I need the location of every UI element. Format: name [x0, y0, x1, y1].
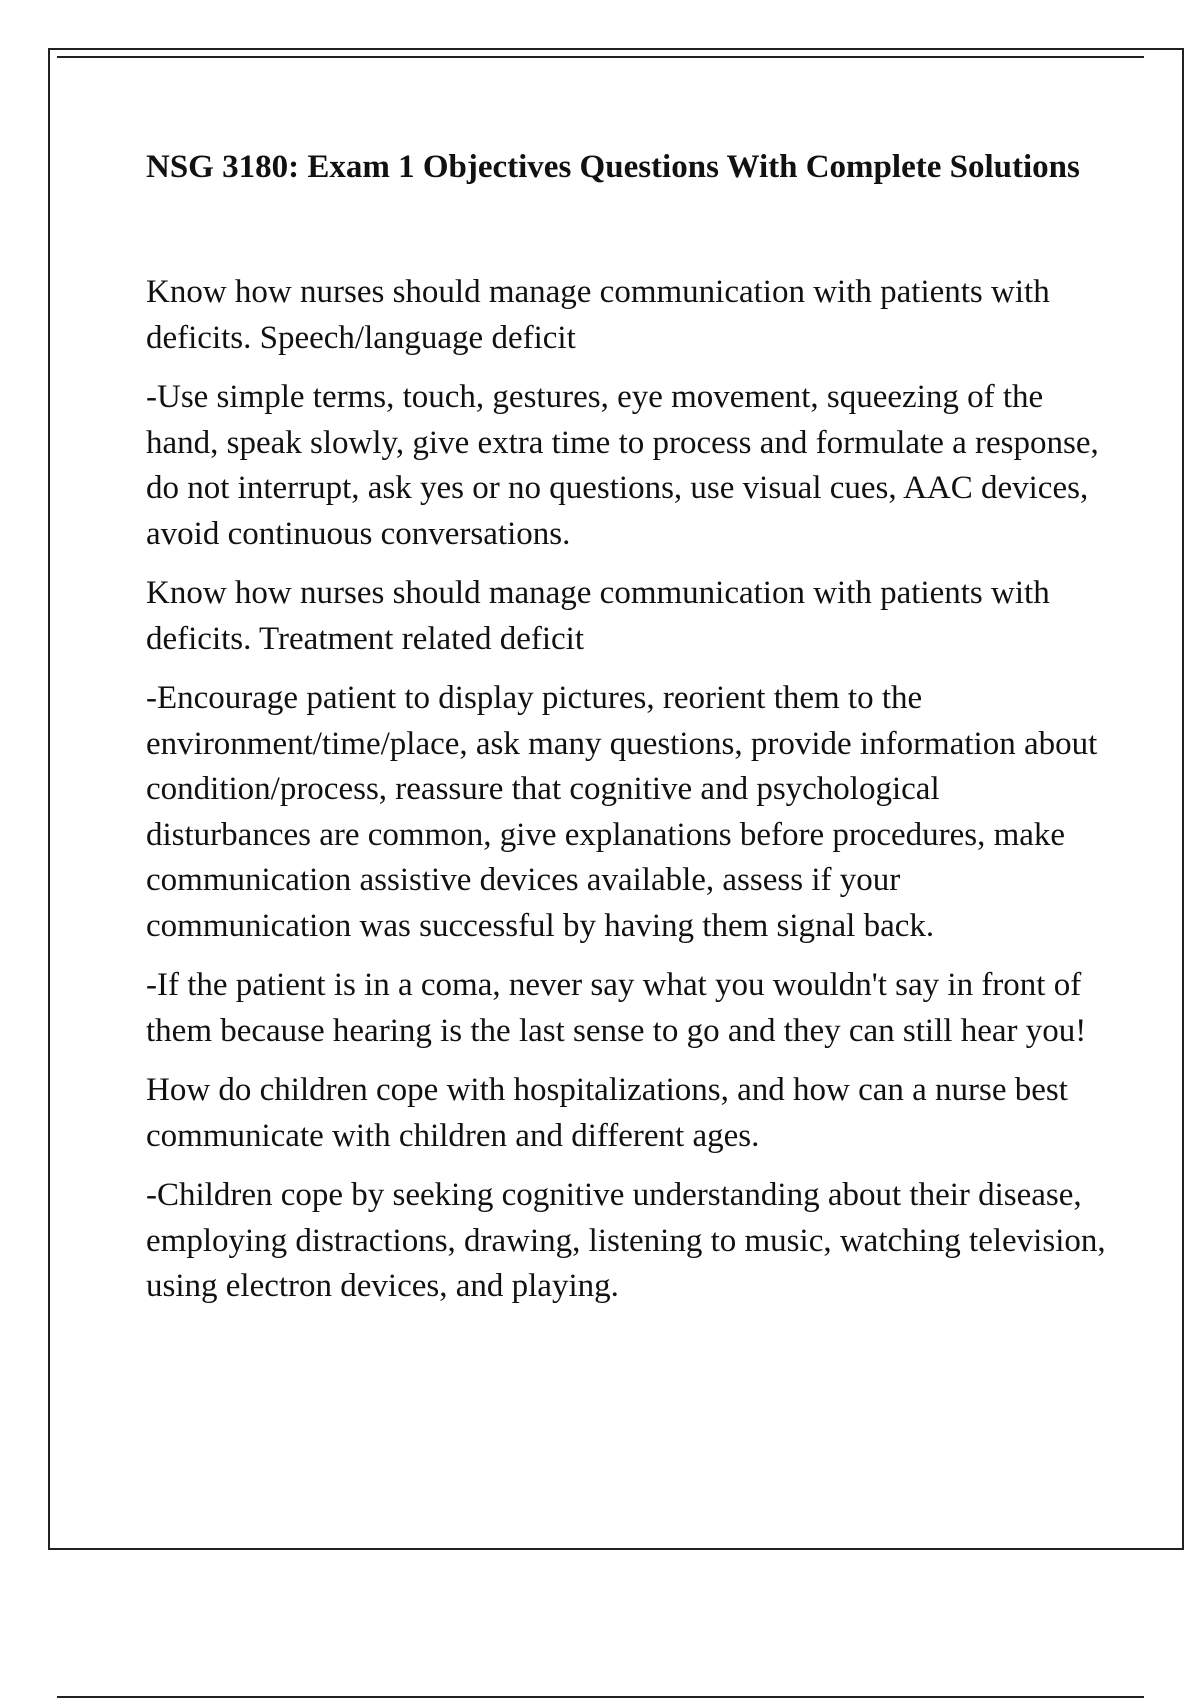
question-treatment-deficit: Know how nurses should manage communication with patients with deficits. Treatment related deficit	[146, 575, 1050, 657]
answer-speech-deficit: -Use simple terms, touch, gestures, eye movement, squeezing of the hand, speak slowly, give extra time to process and formulate a response, do not interrupt, ask yes or no questions, use visual cues, AAC devices, avoid continuous conversations.	[146, 379, 1099, 552]
top-rule-divider	[57, 56, 1144, 58]
document-title: NSG 3180: Exam 1 Objectives Questions With Complete Solutions	[146, 149, 1080, 185]
answer-children-coping: -Children cope by seeking cognitive understanding about their disease, employing distractions, drawing, listening to music, watching television, using electron devices, and playing.	[146, 1177, 1106, 1304]
bottom-rule-divider	[57, 1696, 1144, 1698]
document-body	[146, 144, 1106, 1324]
answer-treatment-deficit: -Encourage patient to display pictures, reorient them to the environment/time/place, ask many questions, provide information about condition/process, reassure that cognitive and psychological disturbances are common, give explanations before procedures, make communication assistive devices available, assess if your communication was successful by having them signal back.	[146, 680, 1098, 944]
question-speech-deficit: Know how nurses should manage communication with patients with deficits. Speech/language deficit	[146, 274, 1050, 356]
question-children-coping: How do children cope with hospitalizations, and how can a nurse best communicate with children and different ages.	[146, 1072, 1068, 1154]
answer-coma-note: -If the patient is in a coma, never say what you wouldn't say in front of them because hearing is the last sense to go and they can still hear you!	[146, 967, 1087, 1049]
